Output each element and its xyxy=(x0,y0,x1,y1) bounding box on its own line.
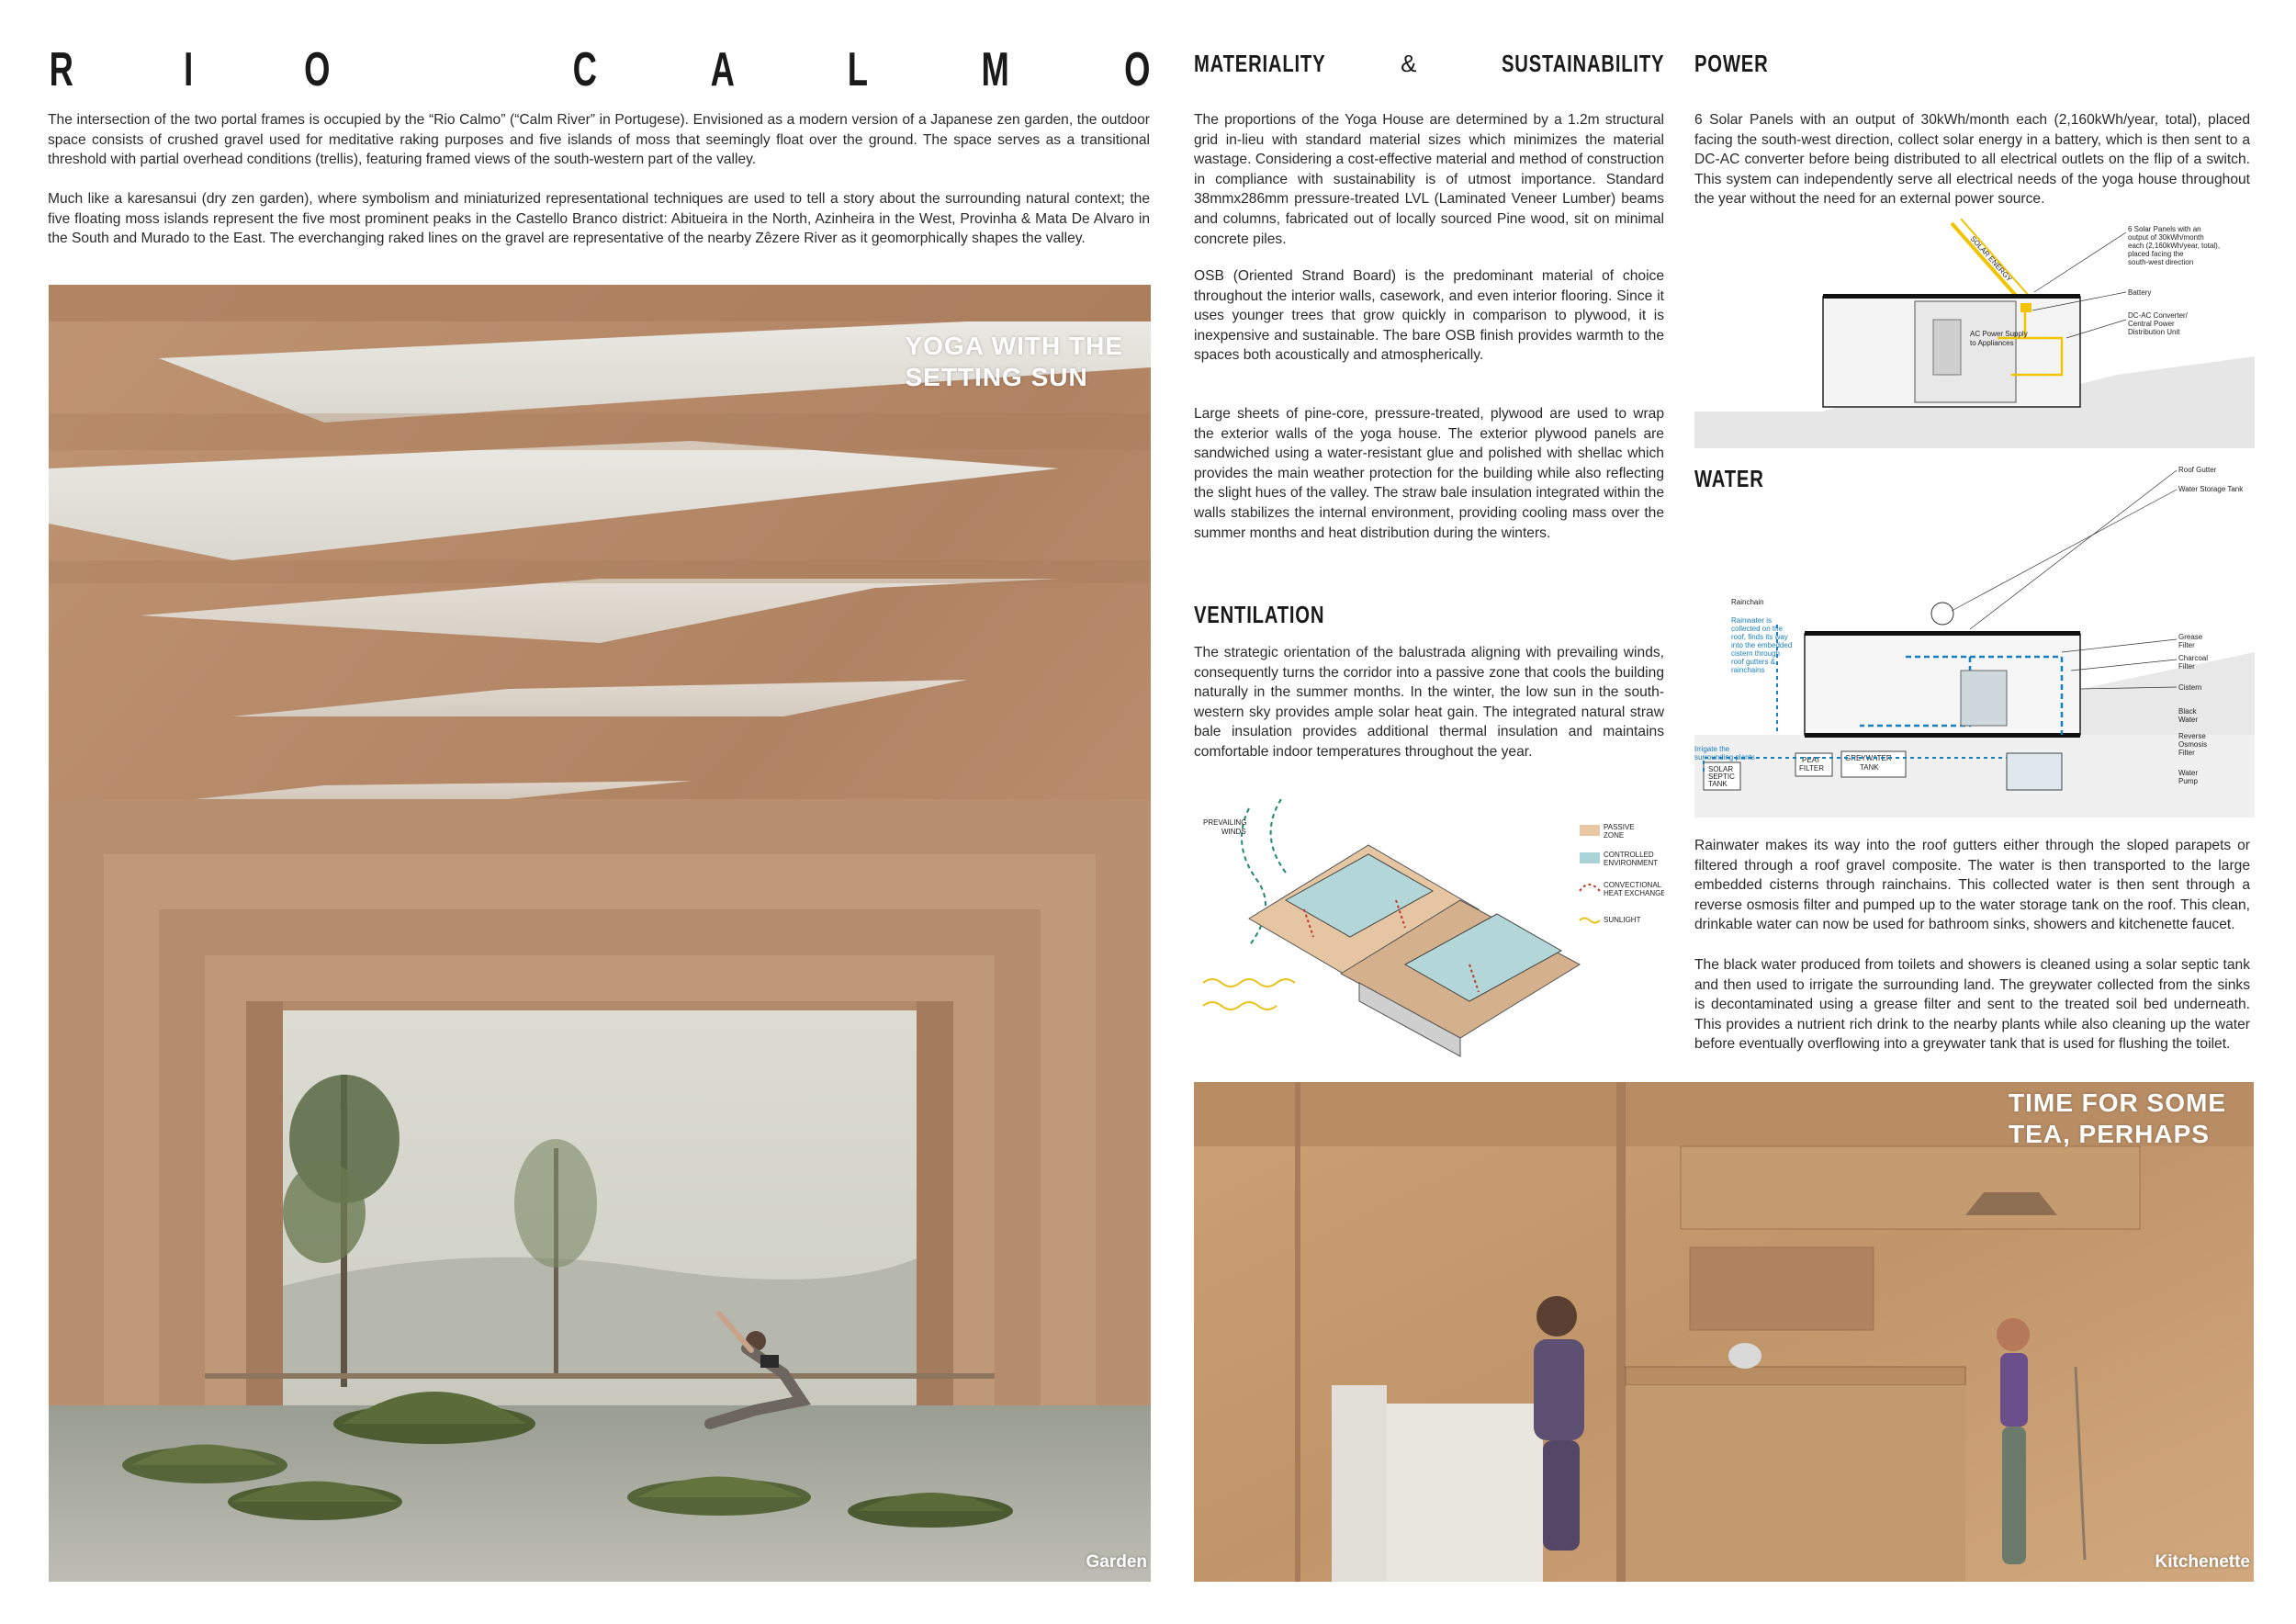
title-letter: O xyxy=(1123,43,1150,96)
converter-label-2: Central Power xyxy=(2128,320,2175,328)
materiality-paragraph-3: Large sheets of pine-core, pressure-treated, plywood are used to wrap the exterior walls of the yoga house. The exterior plywood panels are sandwiched using a water-resistant glue and polished with shellac which provides the main weather protection for the building while also reflecting the slight hues of the valley. The straw bale insulation integrated within the walls stabilizes the internal environment, providing cooling mass over the summer months and heat distribution during the winters. xyxy=(1194,406,1664,541)
legend-label: HEAT EXCHANGE xyxy=(1604,889,1664,897)
title-letter: A xyxy=(710,43,735,96)
rain-note: cistern through xyxy=(1731,649,1780,658)
grease-label-1: Grease xyxy=(2178,633,2203,641)
yoga-overlay-line-1: YOGA WITH THE xyxy=(905,332,1123,360)
intro-paragraph-1: The intersection of the two portal frames is occupied by the “Rio Calmo” (“Calm River” in Portugese). Envisioned as a modern version of a Japanese zen garden, the outdoor space consists of crushed gravel used for meditative raking purposes and five islands of moss that seemingly float over the ground. The space serves as a transitional threshold with partial overhead conditions (trellis), featuring framed views of the south-western part of the valley. xyxy=(48,112,1150,168)
septic-label-1: SOLAR xyxy=(1708,765,1734,773)
panels-label-5: south-west direction xyxy=(2128,258,2194,266)
rainchain-label: Rainchain xyxy=(1731,598,1764,606)
kitchenette-render xyxy=(1194,1082,2254,1582)
cistern xyxy=(2007,753,2062,790)
title-letter: R xyxy=(49,43,73,96)
kitchen-overlay-title xyxy=(2009,1088,2226,1150)
black-water-label-1: Black xyxy=(2178,707,2197,716)
power-heading: POWER xyxy=(1694,50,1769,77)
title-letter: I xyxy=(184,43,194,96)
title-letter: M xyxy=(981,43,1009,96)
grey-label-1: GREYWATER xyxy=(1845,754,1892,762)
yoga-garden-image xyxy=(49,285,1151,1582)
kitchenette-image xyxy=(1194,1082,2254,1582)
black-water-label-2: Water xyxy=(2178,716,2199,724)
storage-tank-label: Water Storage Tank xyxy=(2178,485,2244,493)
panels-label-4: placed facing the xyxy=(2128,250,2184,258)
septic-label-3: TANK xyxy=(1708,780,1728,788)
power-paragraph: 6 Solar Panels with an output of 30kWh/month each (2,160kWh/year, total), placed facing the south-west direction, collect solar energy in a battery, which is then sent to a DC-AC converter before being distributed to all electrical outlets on the flip of a switch. This system can independently serve all electrical needs of the yoga house throughout the year without the need for an external power source. xyxy=(1694,112,2250,208)
kitchen-overlay-line-2: TEA, PERHAPS xyxy=(2009,1120,2210,1148)
rain-note: rainchains xyxy=(1731,666,1765,674)
legend-label: PASSIVE xyxy=(1604,823,1635,831)
winds-label-1: PREVAILING xyxy=(1203,818,1247,827)
legend-label: SUNLIGHT xyxy=(1604,916,1641,924)
panels-label-2: output of 30kWh/month xyxy=(2128,233,2204,242)
rain-note: roof, finds its way xyxy=(1731,633,1788,641)
converter-label-3: Distribution Unit xyxy=(2128,328,2180,336)
panels-label-3: each (2,160kWh/year, total), xyxy=(2128,242,2221,250)
irrigate-label-1: Irrigate the xyxy=(1694,745,1730,753)
water-diagram xyxy=(1694,459,2255,818)
pump-label-1: Water xyxy=(2178,769,2199,777)
materiality-heading xyxy=(1194,50,1664,78)
ventilation-heading: VENTILATION xyxy=(1194,601,1325,628)
rain-note: collected on the xyxy=(1731,625,1784,633)
water-paragraph-1: Rainwater makes its way into the roof gutters either through the sloped parapets or filtered through a roof gravel composite. The water is then transported to the large embedded cisterns through rainchains. This collected water is then sent through a reverse osmosis filter and pumped up to the water storage tank on the roof. This clean, drinkable water can now be used for bathroom sinks, showers and kitchenette faucet. xyxy=(1694,838,2250,933)
cistern-label: Cistern xyxy=(2178,683,2202,692)
materiality-heading-word: MATERIALITY xyxy=(1194,50,1326,77)
intro-paragraph-2: Much like a karesansui (dry zen garden), where symbolism and miniaturized representational techniques are used to tell a story about the surrounding natural context; the five floating moss islands represent the five most prominent peaks in the Castello Branco district: Abitueira in the North, Azinheira in the West, Provinha & Mata De Alvaro in the South and Murado to the East. The everchanging raked lines on the gravel are representative of the nearby Zêzere River as it geomorphically shapes the valley. xyxy=(48,191,1150,247)
power-diagram xyxy=(1694,219,2255,448)
ventilation-diagram xyxy=(1194,799,1664,1075)
battery-label: Battery xyxy=(2128,288,2152,297)
grease-label-2: Filter xyxy=(2178,641,2195,649)
water-paragraph-2: The black water produced from toilets and showers is cleaned using a solar septic tank and then used to irrigate the surrounding land. The greywater collected from the sinks is decontaminated using a grease filter and sent to the treated soil bed underneath. This provides a nutrient rich drink to the nearby plants while also cleaning up the water before eventually overflowing into a greywater tank that is used for flushing the toilet. xyxy=(1694,957,2250,1053)
converter-label-1: DC-AC Converter/ xyxy=(2128,311,2188,320)
rain-note: into the embedded xyxy=(1731,641,1793,649)
peat-label-2: FILTER xyxy=(1799,764,1824,773)
ac-label-1: AC Power Supply xyxy=(1970,330,2028,338)
peat-label-1: PEAT xyxy=(1802,756,1821,764)
legend-swatch-convection xyxy=(1580,885,1600,891)
roof-gutter-label: Roof Gutter xyxy=(2178,466,2217,474)
yoga-photo-caption: Garden xyxy=(1086,1552,1147,1572)
pump-label-2: Pump xyxy=(2178,777,2198,785)
water-heading: WATER xyxy=(1694,465,1764,492)
yoga-garden-render xyxy=(49,285,1151,1582)
legend-label: ZONE xyxy=(1604,831,1625,840)
page-title xyxy=(44,42,1155,97)
septic-label-2: SEPTIC xyxy=(1708,773,1735,781)
title-letter: C xyxy=(572,43,597,96)
ro-label-2: Osmosis xyxy=(2178,740,2208,749)
ac-label-2: to Appliances xyxy=(1970,339,2014,347)
rain-note: Rainwater is xyxy=(1731,616,1773,625)
legend-swatch-passive xyxy=(1580,825,1600,836)
legend-label: ENVIRONMENT xyxy=(1604,859,1659,867)
title-letter: L xyxy=(847,43,868,96)
charcoal-label-2: Filter xyxy=(2178,662,2195,671)
ventilation-paragraph: The strategic orientation of the balustrada aligning with prevailing winds, consequently turns the corridor into a passive zone that cools the building naturally in the summer months. In the winter, the low sun in the south-western sky provides ample solar heat gain. The integrated natural straw bale insulation provides additional thermal insulation and maintains comfortable indoor temperatures throughout the year. xyxy=(1194,645,1664,760)
legend-label: CONTROLLED xyxy=(1604,851,1654,859)
solar-energy-label: SOLAR ENERGY xyxy=(1968,234,2014,284)
charcoal-label-1: Charcoal xyxy=(2178,654,2209,662)
kitchen-photo-caption: Kitchenette xyxy=(2155,1552,2250,1572)
legend-swatch-sunlight xyxy=(1580,919,1600,923)
materiality-heading-word: SUSTAINABILITY xyxy=(1501,50,1664,77)
panels-label-1: 6 Solar Panels with an xyxy=(2128,225,2201,233)
winds-label-2: WINDS xyxy=(1221,828,1246,836)
materiality-heading-word: & xyxy=(1401,50,1418,77)
irrigate-label-2: surrounding plants xyxy=(1694,753,1755,761)
rain-note: roof gutters & xyxy=(1731,658,1776,666)
grey-label-2: TANK xyxy=(1860,763,1879,772)
title-letter: O xyxy=(303,43,331,96)
kitchen-overlay-line-1: TIME FOR SOME xyxy=(2009,1088,2226,1117)
yoga-overlay-title xyxy=(905,331,1123,393)
legend-label: CONVECTIONAL xyxy=(1604,881,1662,889)
legend-swatch-controlled xyxy=(1580,852,1600,863)
yoga-overlay-line-2: SETTING SUN xyxy=(905,363,1088,391)
materiality-paragraph-1: The proportions of the Yoga House are determined by a 1.2m structural grid in-lieu with standard material sizes which minimizes the material wastage. Considering a cost-effective material and method of construction in compliance with sustainability is of utmost importance. Standard 38mmx286mm pressure-treated LVL (Laminated Veneer Lumber) beams and columns, fabricated out of locally sourced Pine wood, sit on minimal concrete piles. xyxy=(1194,112,1664,247)
ro-label-3: Filter xyxy=(2178,749,2195,757)
materiality-paragraph-2: OSB (Oriented Strand Board) is the predominant material of choice throughout the interior walls, casework, and even interior flooring. Since it uses younger trees that grow quickly in comparison to plywood, it is inexpensive and sustainable. The bare OSB finish provides warmth to the spaces both acoustically and atmospherically. xyxy=(1194,268,1664,364)
ro-label-1: Reverse xyxy=(2178,732,2206,740)
